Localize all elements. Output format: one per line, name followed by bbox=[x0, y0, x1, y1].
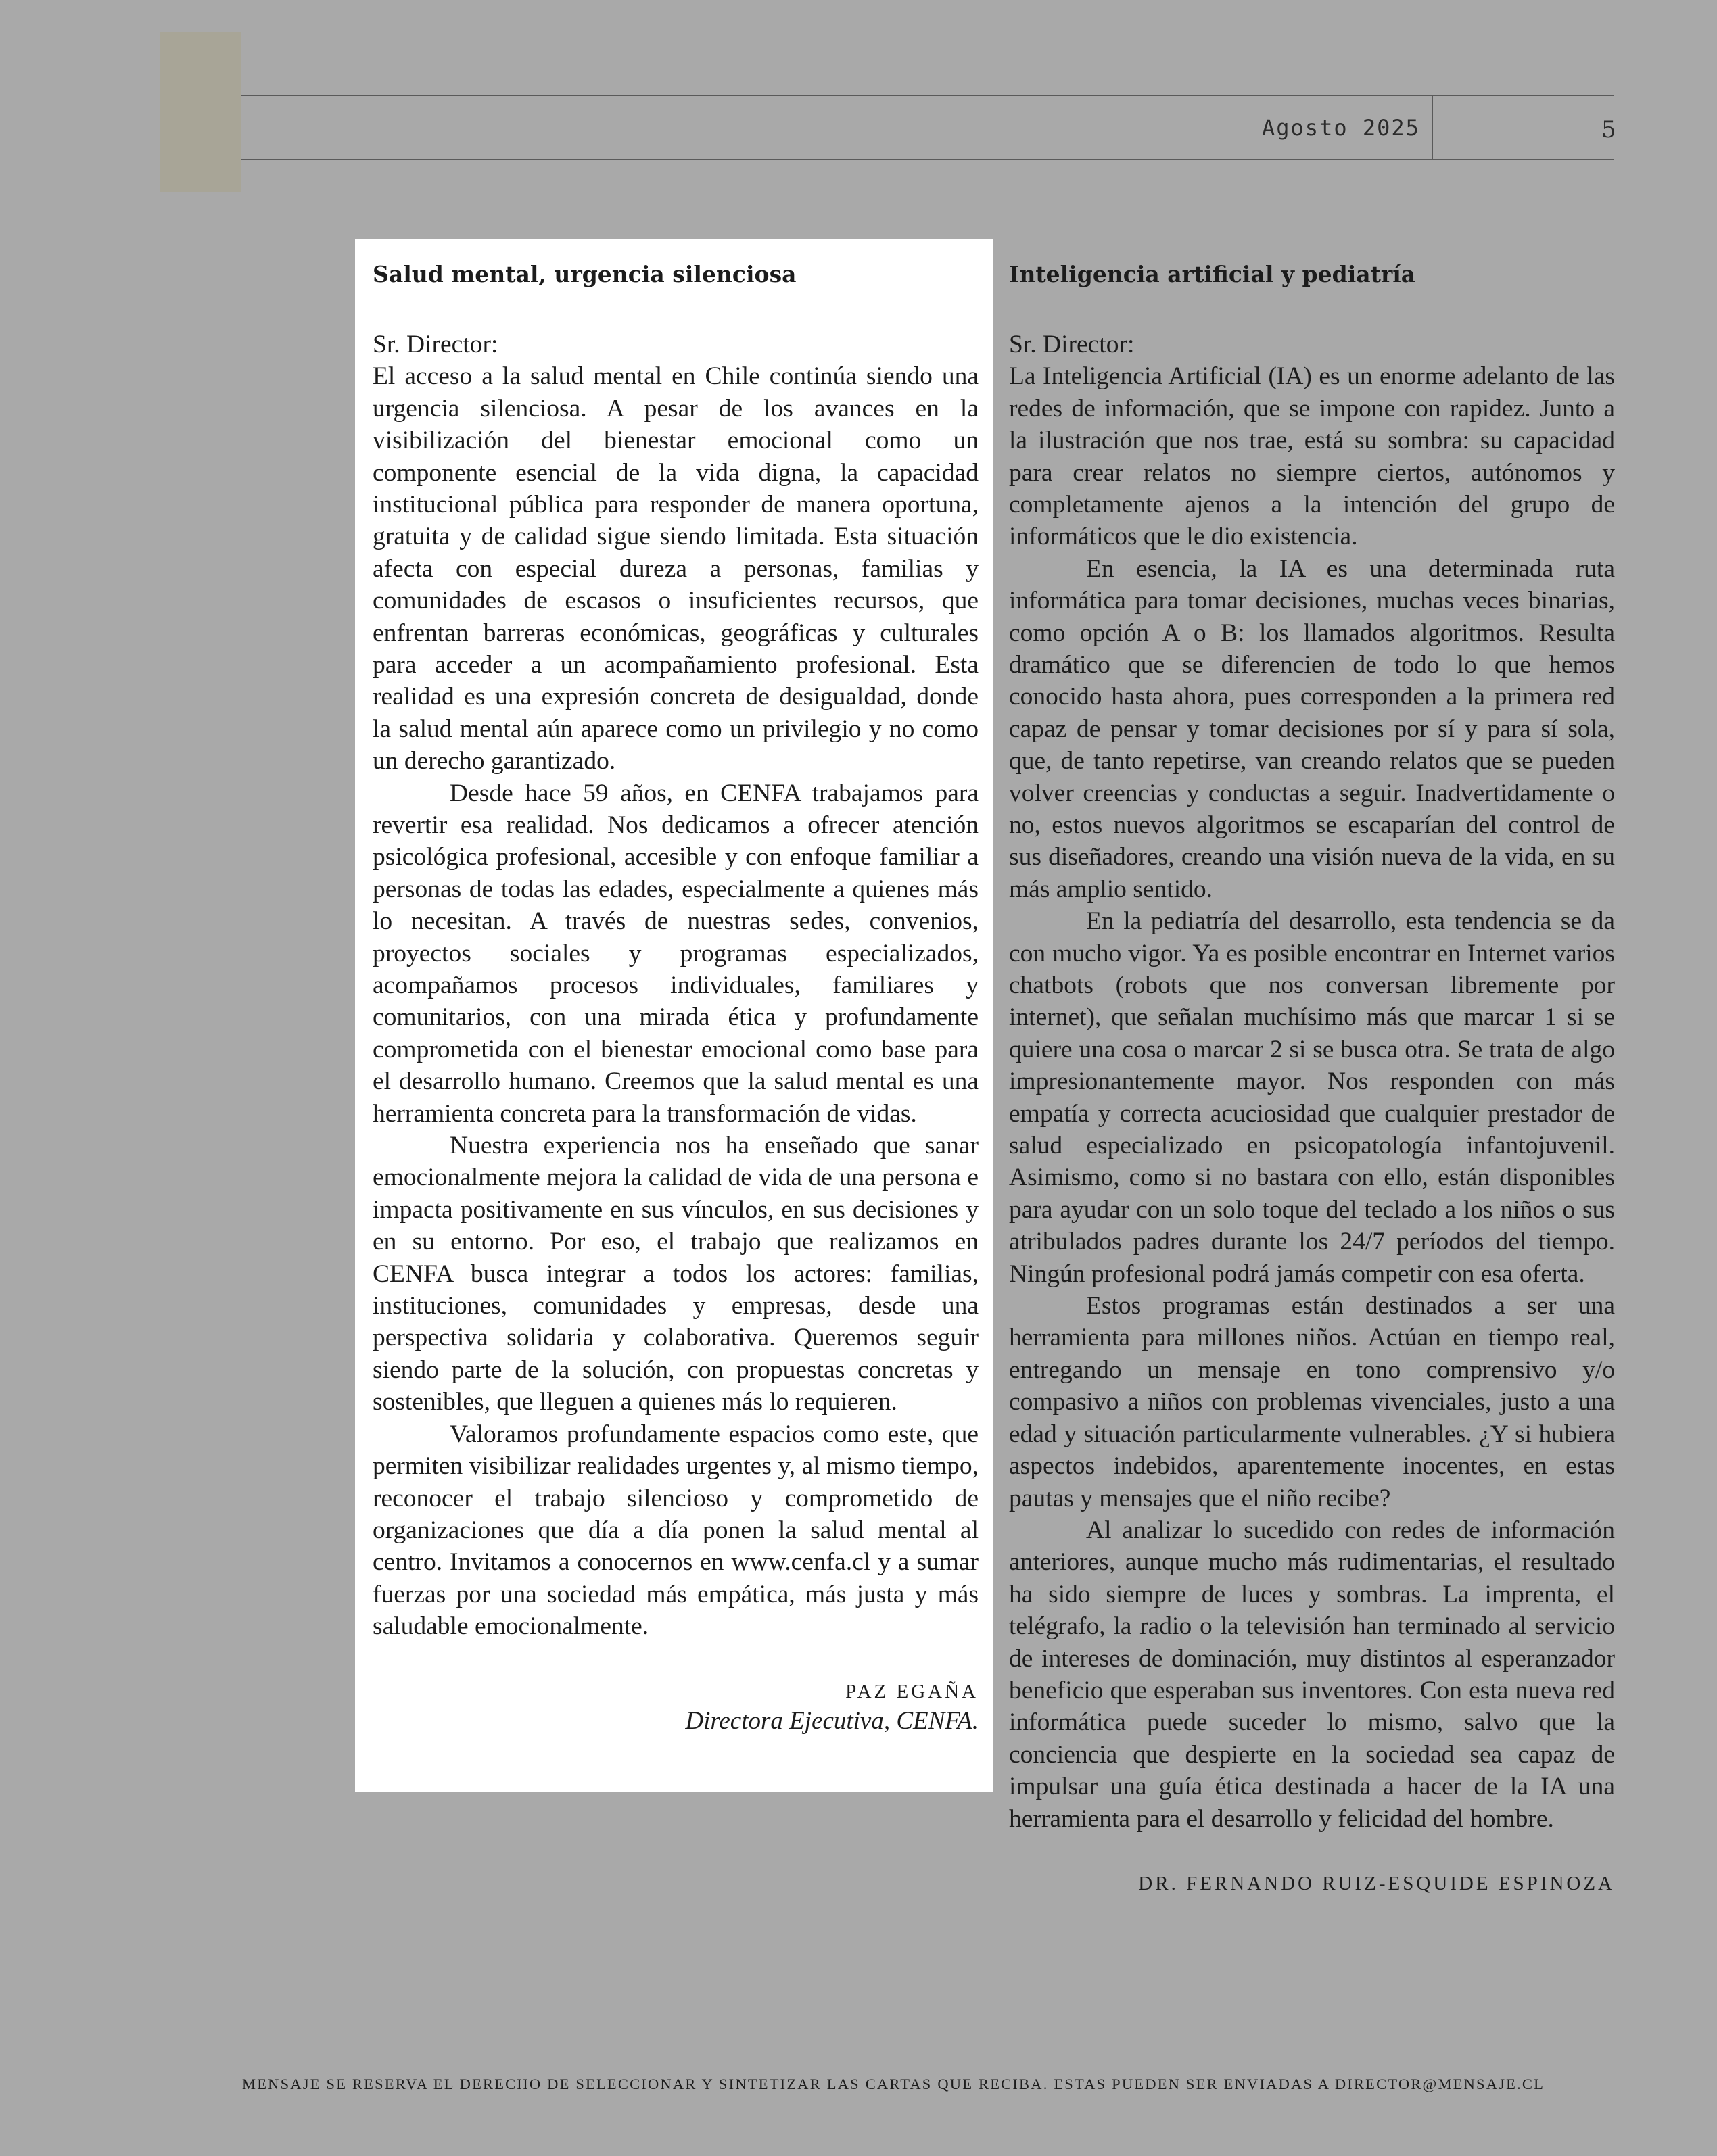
header-separator bbox=[1432, 95, 1433, 160]
letter-title: Salud mental, urgencia silenciosa bbox=[373, 261, 797, 287]
letter-title: Inteligencia artificial y pediatría bbox=[1009, 261, 1416, 287]
letter-paragraph: En la pediatría del desarrollo, esta tendencia se da con mucho vigor. Ya es posible encontrar en Internet varios chatbots (robots que nos conversan libremente por internet), que señalan muchísimo más que marcar 1 si se quiere una cosa o marcar 2 si se busca otra. Se trata de algo impresionantemente mayor. Nos responden con más empatía y correcta acuciosidad que cualquier prestador de salud especializado en psicopatología infantojuvenil. Asimismo, como si no bastara con ello, están disponibles para ayudar con un solo toque del teclado a los niños o sus atribulados padres durante los 24/7 períodos del tiempo. Ningún profesional podrá jamás competir con esa oferta. bbox=[1009, 907, 1615, 1288]
footer-editorial-note: MENSAJE SE RESERVA EL DERECHO DE SELECCIONAR Y SINTETIZAR LAS CARTAS QUE RECIBA. ESTAS PUEDEN SER ENVIADAS A DIRECTOR@MENSAJE.CL bbox=[242, 2076, 1545, 2092]
letter-paragraph: La Inteligencia Artificial (IA) es un enorme adelanto de las redes de información, que se impone con rapidez. Junto a la ilustración que nos trae, está su sombra: su capacidad para crear relatos no siempre ciertos, autónomos y completamente ajenos a la intención del grupo de informáticos que le dio existencia. bbox=[1009, 362, 1615, 551]
header-bottom-rule bbox=[241, 159, 1614, 160]
letter-paragraph: Estos programas están destinados a ser una herramienta para millones niños. Actúan en tiempo real, entregando un mensaje en tono comprensivo y/o compasivo a niños con problemas vivenciales, justo a una edad y situación particularmente vulnerables. ¿Y si hubiera aspectos indebidos, aparentemente inocentes, en estas pautas y mensajes que el niño recibe? bbox=[1009, 1292, 1615, 1512]
letter-paragraph: Desde hace 59 años, en CENFA trabajamos para revertir esa realidad. Nos dedicamos a ofrecer atención psicológica profesional, accesible y con enfoque familiar a personas de todas las edades, especialmente a quienes más lo necesitan. A través de nuestras sedes, convenios, proyectos sociales y programas especializados, acompañamos procesos individuales, familiares y comunitarios, con una mirada ética y profundamente comprometida con el bienestar emocional como base para el desarrollo humano. Creemos que la salud mental es una herramienta concreta para la transformación de vidas. bbox=[373, 779, 979, 1128]
signature-role: Directora Ejecutiva, CENFA. bbox=[685, 1707, 979, 1735]
letter-paragraph: Nuestra experiencia nos ha enseñado que sanar emocionalmente mejora la calidad de vida de una persona e impacta positivamente en sus vínculos, en sus decisiones y en su entorno. Por eso, el trabajo que realizamos en CENFA busca integrar a todos los actores: familias, instituciones, comunidades y empresas, desde una perspectiva solidaria y colaborativa. Queremos seguir siendo parte de la solución, con propuestas concretas y sostenibles, que lleguen a quienes más lo requieren. bbox=[373, 1132, 979, 1416]
section-tab-block bbox=[160, 32, 241, 192]
letter-paragraph: Valoramos profundamente espacios como este, que permiten visibilizar realidades urgentes y, al mismo tiempo, reconocer el trabajo silencioso y comprometido de organizaciones que día a día ponen la salud mental al centro. Invitamos a conocernos en www.cenfa.cl y a sumar fuerzas por una sociedad más empática, más justa y más saludable emocionalmente. bbox=[373, 1420, 979, 1641]
letter-salutation: Sr. Director: bbox=[1009, 330, 1135, 358]
letter-ai-pediatrics bbox=[1009, 260, 1615, 1898]
signature-name: PAZ EGAÑA bbox=[845, 1680, 979, 1702]
header-top-rule bbox=[241, 95, 1614, 96]
signature-name: DR. FERNANDO RUIZ-ESQUIDE ESPINOZA bbox=[1138, 1872, 1615, 1894]
letter-paragraph: Al analizar lo sucedido con redes de información anteriores, aunque mucho más rudimentarias, el resultado ha sido siempre de luces y sombras. La imprenta, el telégrafo, la radio o la televisión han terminado al servicio de intereses de dominación, muy distintos al esperanzador beneficio que esperaban sus inventores. Con esta nueva red informática puede suceder lo mismo, salvo que la conciencia que despierte en la sociedad sea capaz de impulsar una guía ética destinada a hacer de la IA una herramienta para el desarrollo y felicidad del hombre. bbox=[1009, 1516, 1615, 1833]
letter-mental-health bbox=[373, 260, 979, 1738]
letter-salutation: Sr. Director: bbox=[373, 330, 498, 358]
page-number: 5 bbox=[1601, 116, 1616, 143]
issue-date: Agosto 2025 bbox=[1262, 115, 1420, 141]
letter-paragraph: El acceso a la salud mental en Chile continúa siendo una urgencia silenciosa. A pesar de los avances en la visibilización del bienestar emocional como un componente esencial de la vida digna, la capacidad institucional pública para responder de manera oportuna, gratuita y de calidad sigue siendo limitada. Esta situación afecta con especial dureza a personas, familias y comunidades de escasos o insuficientes recursos, que enfrentan barreras económicas, geográficas y culturales para acceder a un acompañamiento profesional. Esta realidad es una expresión concreta de desigualdad, donde la salud mental aún aparece como un privilegio y no como un derecho garantizado. bbox=[373, 362, 979, 775]
letter-paragraph: En esencia, la IA es una determinada ruta informática para tomar decisiones, muchas veces binarias, como opción A o B: los llamados algoritmos. Resulta dramático que se diferencien de todo lo que hemos conocido hasta ahora, pues corresponden a la primera red capaz de pensar y tomar decisiones por sí y para sí sola, que, de tanto repetirse, van creando relatos que se pueden volver creencias y conductas a seguir. Inadvertidamente o no, estos nuevos algoritmos se escaparían del control de sus diseñadores, creando una visión nueva de la vida, en su más amplio sentido. bbox=[1009, 554, 1615, 903]
